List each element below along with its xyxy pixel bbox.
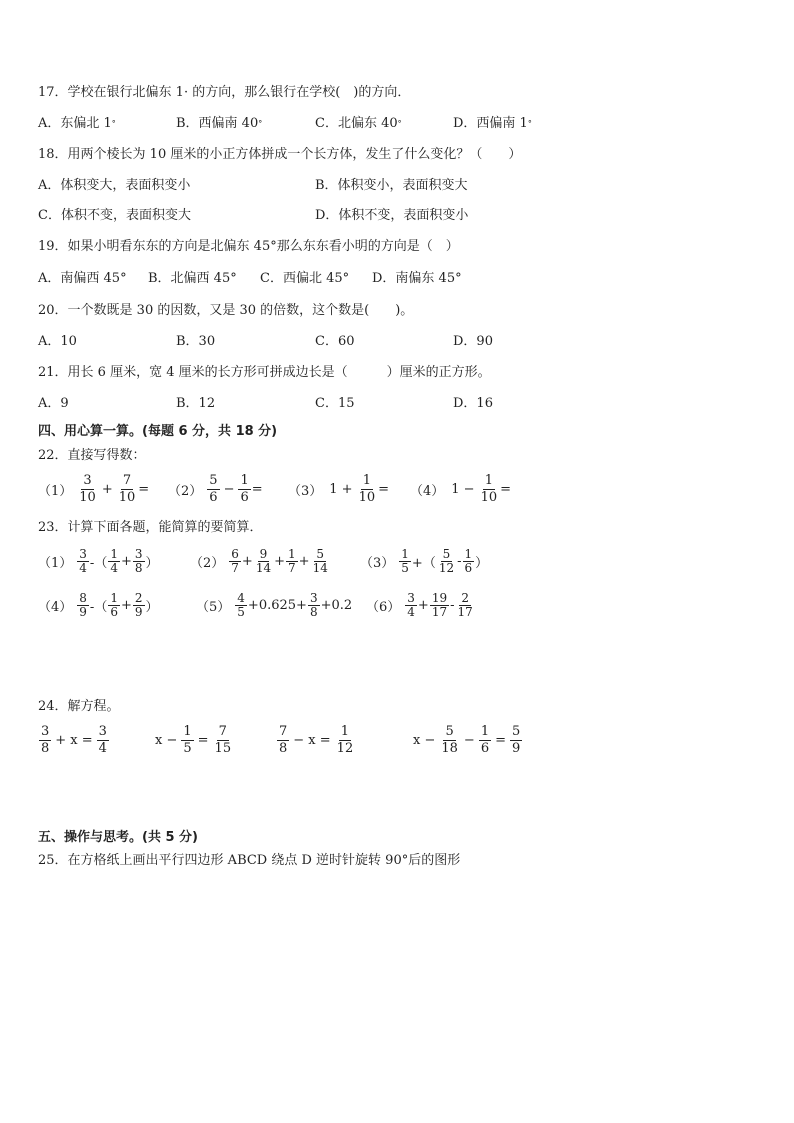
fraction: $\frac{3}{8}$ [41, 724, 50, 756]
q22-stem: 22．直接写得数： [38, 448, 146, 463]
q17-option-b: B．西偏南 40° [176, 116, 263, 131]
q23-problem-3: （3） $\frac{1}{5}$ +（ $\frac{5}{12}$ - $\frac{1}{6}$ ） [360, 547, 489, 575]
q19-stem: 19．如果小明看东东的方向是北偏东 45°那么东东看小明的方向是（ ） [38, 239, 459, 254]
fraction: $\frac{1}{12}$ [336, 724, 354, 756]
q22-problem-1: （1） $\frac{3}{10}$ + $\frac{7}{10}$ = [38, 473, 150, 505]
q18-option-b: B．体积变小，表面积变大 [315, 178, 468, 193]
q23-problem-5: （5） $\frac{4}{5}$ +0.625+ $\frac{3}{8}$ +0.2 [196, 591, 353, 619]
q17-option-a: A．东偏北 1° [38, 116, 116, 131]
section-5-heading: 五、操作与思考。(共 5 分) [38, 830, 198, 845]
q24-equation-1: $\frac{3}{8}$ + x = $\frac{3}{4}$ [41, 724, 107, 756]
fraction: $\frac{1}{6}$ [110, 591, 118, 619]
q18-option-a: A．体积变大，表面积变小 [38, 178, 191, 193]
q17-stem: 17．学校在银行北偏东 1· 的方向，那么银行在学校( )的方向． [38, 85, 411, 100]
q22-problem-3: （3） 1 + $\frac{1}{10}$ = [288, 473, 390, 505]
fraction: $\frac{9}{14}$ [255, 547, 272, 575]
q20-option-d: D．90 [453, 334, 493, 349]
q23-stem: 23．计算下面各题，能简算的要简算． [38, 520, 263, 535]
q21-option-b: B．12 [176, 396, 216, 411]
q21-stem: 21．用长 6 厘米，宽 4 厘米的长方形可拼成边长是（ ）厘米的正方形。 [38, 365, 491, 380]
fraction: $\frac{4}{5}$ [237, 591, 245, 619]
fraction: $\frac{7}{10}$ [118, 473, 136, 505]
q24-equation-4: x − $\frac{5}{18}$ − $\frac{1}{6}$ = $\frac{5}{9}$ [413, 724, 521, 756]
fraction: $\frac{3}{8}$ [309, 591, 318, 619]
fraction: $\frac{5}{6}$ [209, 473, 218, 505]
q21-option-c: C．15 [315, 396, 355, 411]
fraction: $\frac{8}{9}$ [79, 591, 87, 619]
q21-option-a: A．9 [38, 396, 69, 411]
q23-problem-4: （4） $\frac{8}{9}$ -（ $\frac{1}{6}$ + $\frac{2}{9}$ ） [38, 591, 159, 619]
fraction: $\frac{1}{5}$ [183, 724, 192, 756]
fraction: $\frac{5}{9}$ [512, 724, 521, 756]
q18-stem: 18．用两个棱长为 10 厘米的小正方体拼成一个长方体，发生了什么变化？（ ） [38, 147, 522, 162]
q20-option-b: B．30 [176, 334, 216, 349]
q23-problem-6: （6） $\frac{3}{4}$ + $\frac{19}{17}$ - $\frac{2}{17}$ [366, 591, 473, 619]
q24-equation-3: $\frac{7}{8}$ − x = $\frac{1}{12}$ [279, 724, 354, 756]
section-4-heading: 四、用心算一算。(每题 6 分，共 18 分) [38, 424, 278, 439]
q17-option-c: C．北偏东 40° [315, 116, 402, 131]
fraction: $\frac{7}{8}$ [279, 724, 288, 756]
q19-option-c: C．西偏北 45° [260, 271, 350, 286]
fraction: $\frac{1}{6}$ [464, 547, 473, 575]
fraction: $\frac{1}{6}$ [480, 724, 490, 756]
fraction: $\frac{2}{17}$ [457, 591, 473, 619]
q25-stem: 25．在方格纸上画出平行四边形 ABCD 绕点 D 逆时针旋转 90°后的图形 [38, 853, 461, 868]
q22-problem-4: （4） 1 − $\frac{1}{10}$ = [410, 473, 512, 505]
fraction: $\frac{5}{12}$ [438, 547, 455, 575]
fraction: $\frac{1}{4}$ [110, 547, 118, 575]
fraction: $\frac{1}{5}$ [401, 547, 409, 575]
q21-option-d: D．16 [453, 396, 493, 411]
q22-problem-2: （2） $\frac{5}{6}$ − $\frac{1}{6}$ = [168, 473, 263, 505]
fraction: $\frac{5}{18}$ [441, 724, 458, 756]
fraction: $\frac{3}{8}$ [134, 547, 143, 575]
fraction: $\frac{3}{10}$ [79, 473, 96, 505]
fraction: $\frac{3}{4}$ [79, 547, 87, 575]
q19-option-b: B．北偏西 45° [148, 271, 237, 286]
fraction: $\frac{2}{9}$ [134, 591, 143, 619]
fraction: $\frac{3}{4}$ [407, 591, 415, 619]
q17-option-d: D．西偏南 1° [453, 116, 532, 131]
q18-option-d: D．体积不变，表面积变小 [315, 208, 469, 223]
q20-stem: 20．一个数既是 30 的因数，又是 30 的倍数，这个数是( )。 [38, 303, 414, 318]
fraction: $\frac{1}{10}$ [480, 473, 498, 505]
q19-option-a: A．南偏西 45° [38, 271, 127, 286]
fraction: $\frac{1}{10}$ [358, 473, 376, 505]
fraction: $\frac{3}{4}$ [98, 724, 107, 756]
fraction: $\frac{7}{15}$ [214, 724, 232, 756]
fraction: $\frac{6}{7}$ [231, 547, 239, 575]
q20-option-a: A．10 [38, 334, 77, 349]
fraction: $\frac{19}{17}$ [431, 591, 448, 619]
q23-problem-1: （1） $\frac{3}{4}$ -（ $\frac{1}{4}$ + $\frac{3}{8}$ ） [38, 547, 159, 575]
q18-option-c: C．体积不变，表面积变大 [38, 208, 191, 223]
q24-equation-2: x − $\frac{1}{5}$ = $\frac{7}{15}$ [155, 724, 232, 756]
fraction: $\frac{5}{14}$ [312, 547, 328, 575]
q19-option-d: D．南偏东 45° [372, 271, 462, 286]
fraction: $\frac{1}{7}$ [288, 547, 296, 575]
q23-problem-2: （2） $\frac{6}{7}$ + $\frac{9}{14}$ + $\frac{1}{7}$ + $\frac{5}{14}$ [190, 547, 328, 575]
fraction: $\frac{1}{6}$ [240, 473, 249, 505]
q24-stem: 24．解方程。 [38, 699, 120, 714]
q20-option-c: C．60 [315, 334, 355, 349]
